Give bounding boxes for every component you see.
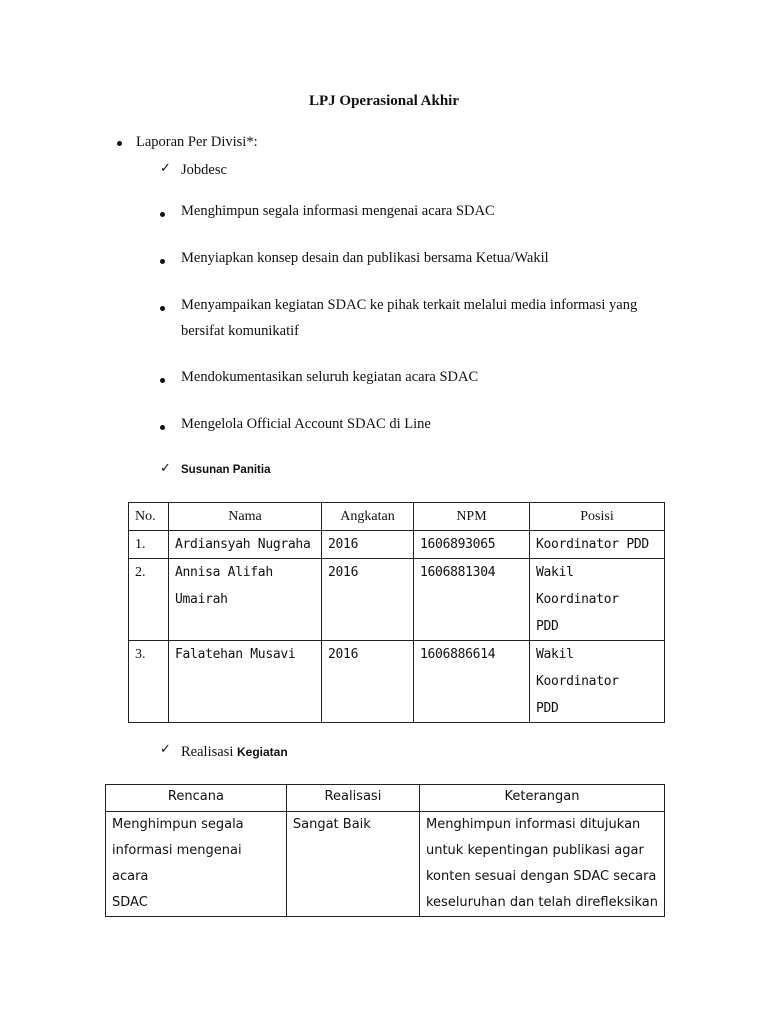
jobdesc-item: Menyiapkan konsep desain dan publikasi bersama Ketua/Wakil: [181, 250, 549, 266]
checkmark-icon: ✓: [160, 461, 171, 476]
table-row: [129, 641, 665, 723]
cell-angkatan: 2016: [322, 641, 414, 723]
table-row: [106, 812, 665, 917]
cell-angkatan: 2016: [322, 559, 414, 641]
cell-no: 1.: [129, 531, 169, 559]
jobdesc-item-continuation: bersifat komunikatif: [181, 323, 299, 339]
bullet-icon: [160, 212, 165, 217]
jobdesc-label: Jobdesc: [181, 162, 227, 178]
bullet-icon: [160, 306, 165, 311]
cell-line: informasi mengenai acara: [112, 843, 242, 884]
column-header: Rencana: [106, 785, 287, 812]
column-header: NPM: [414, 503, 530, 531]
realisasi-label: [181, 744, 288, 761]
cell-npm: 1606881304: [414, 559, 530, 641]
cell-posisi: [530, 559, 665, 641]
cell-nama: [169, 559, 322, 641]
cell-line: Wakil Koordinator: [536, 565, 619, 607]
column-header: Nama: [169, 503, 322, 531]
table-row: [129, 559, 665, 641]
column-header: Angkatan: [322, 503, 414, 531]
column-header: No.: [129, 503, 169, 531]
bullet-icon: [117, 141, 122, 146]
cell-nama: Falatehan Musavi: [169, 641, 322, 723]
bullet-icon: [160, 259, 165, 264]
realisasi-label-part: Realisasi: [181, 744, 237, 760]
cell-line: Wakil Koordinator: [536, 647, 619, 689]
page-title: LPJ Operasional Akhir: [308, 93, 460, 109]
jobdesc-item: Mendokumentasikan seluruh kegiatan acara SDAC: [181, 369, 479, 385]
column-header: Posisi: [530, 503, 665, 531]
table-header-row: [106, 785, 665, 812]
realisasi-label-part: Kegiatan: [236, 745, 288, 759]
cell-line: untuk kepentingan publikasi agar: [425, 843, 644, 858]
cell-posisi: [530, 641, 665, 723]
bullet-icon: [160, 378, 165, 383]
cell-nama: Ardiansyah Nugraha: [169, 531, 322, 559]
column-header: Keterangan: [419, 785, 664, 812]
table-row: [129, 531, 665, 559]
cell-line: Umairah: [175, 592, 228, 607]
cell-line: konten sesuai dengan SDAC secara: [425, 869, 657, 884]
jobdesc-item: Menyampaikan kegiatan SDAC ke pihak terkait melalui media informasi yang: [181, 297, 638, 313]
realisasi-kegiatan-table: [105, 784, 665, 917]
checkmark-icon: ✓: [160, 742, 171, 757]
column-header: Realisasi: [286, 785, 419, 812]
cell-line: keseluruhan dan telah direfleksikan: [425, 895, 658, 910]
cell-line: PDD: [536, 701, 559, 716]
section-label: Laporan Per Divisi*:: [136, 134, 258, 150]
cell-line: Menghimpun informasi ditujukan: [425, 817, 641, 832]
jobdesc-item: Mengelola Official Account SDAC di Line: [181, 416, 431, 432]
susunan-panitia-table: [128, 502, 665, 723]
cell-line: Annisa Alifah: [175, 565, 273, 580]
cell-rencana: [106, 812, 287, 917]
checkmark-icon: ✓: [160, 161, 171, 176]
cell-realisasi: Sangat Baik: [286, 812, 419, 917]
cell-angkatan: 2016: [322, 531, 414, 559]
cell-line: SDAC: [112, 895, 148, 910]
cell-keterangan: [419, 812, 664, 917]
cell-line: Menghimpun segala: [112, 817, 244, 832]
cell-no: 3.: [129, 641, 169, 723]
cell-no: 2.: [129, 559, 169, 641]
jobdesc-item: Menghimpun segala informasi mengenai acara SDAC: [181, 203, 495, 219]
susunan-label: Susunan Panitia: [181, 464, 271, 476]
cell-posisi: Koordinator PDD: [530, 531, 665, 559]
cell-line: PDD: [536, 619, 559, 634]
cell-npm: 1606893065: [414, 531, 530, 559]
cell-npm: 1606886614: [414, 641, 530, 723]
bullet-icon: [160, 425, 165, 430]
table-header-row: [129, 503, 665, 531]
